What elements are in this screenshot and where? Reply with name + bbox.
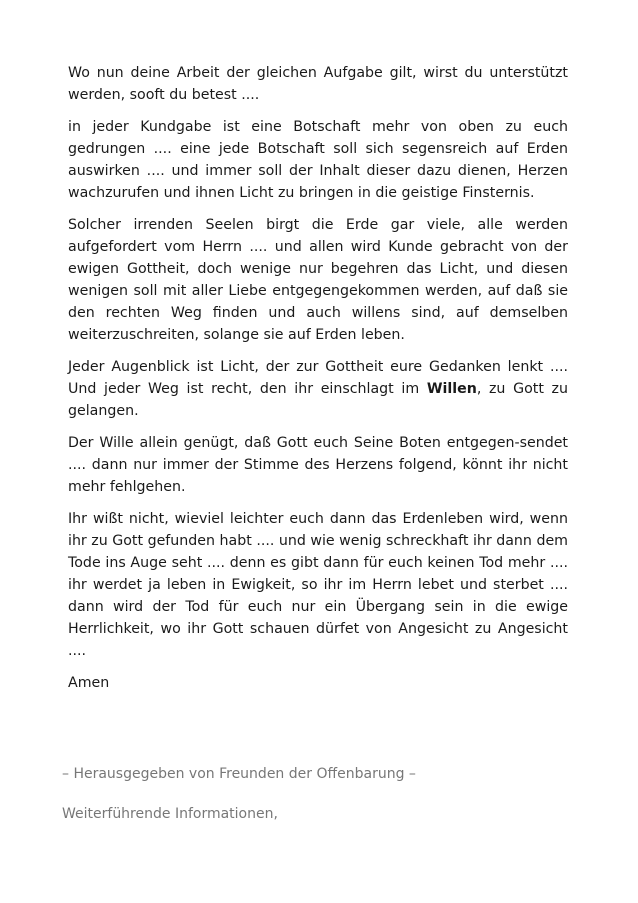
document-body [68,62,568,694]
closing-amen: Amen [68,675,110,691]
paragraph-4-bold-word: Willen [426,381,477,397]
footer-publisher: – Herausgegeben von Freunden der Offenbarung – [62,766,416,782]
paragraph-1: Wo nun deine Arbeit der gleichen Aufgabe gilt, wirst du unterstützt werden, sooft du betest .... [68,65,568,103]
footer-info: Weiterführende Informationen, [62,806,278,822]
paragraph-4 [68,356,568,422]
paragraph-3: Solcher irrenden Seelen birgt die Erde gar viele, alle werden aufgefordert vom Herrn .... und allen wird Kunde gebracht von der ewigen Gottheit, doch wenige nur begehren das Licht, und diesen wenigen soll mit aller Liebe entgegengekommen werden, auf daß sie den rechten Weg finden und auch willens sind, auf demselben weiterzuschreiten, solange sie auf Erden leben. [68,217,568,343]
paragraph-4-text-after: , zu Gott zu gelangen. [68,381,568,419]
paragraph-2: in jeder Kundgabe ist eine Botschaft mehr von oben zu euch gedrungen .... eine jede Botschaft soll sich segensreich auf Erden auswirken .... und immer soll der Inhalt dieser dazu dienen, Herzen wachzurufen und ihnen Licht zu bringen in die geistige Finsternis. [68,119,568,201]
paragraph-6: Ihr wißt nicht, wieviel leichter euch dann das Erdenleben wird, wenn ihr zu Gott gefunden habt .... und wie wenig schreckhaft ihr dann dem Tode ins Auge seht .... denn es gibt dann für euch keinen Tod mehr .... ihr werdet ja leben in Ewigkeit, so ihr im Herrn lebet und sterbet .... dann wird der Tod für euch nur ein Übergang sein in die ewige Herrlichkeit, wo ihr Gott schauen dürfet von Angesicht zu Angesicht .... [68,511,568,659]
paragraph-4-text-before: Jeder Augenblick ist Licht, der zur Gottheit eure Gedanken lenkt .... Und jeder Weg ist recht, den ihr einschlagt im [68,359,568,397]
paragraph-5: Der Wille allein genügt, daß Gott euch Seine Boten entgegen-sendet .... dann nur immer der Stimme des Herzens folgend, könnt ihr nicht mehr fehlgehen. [68,435,568,495]
